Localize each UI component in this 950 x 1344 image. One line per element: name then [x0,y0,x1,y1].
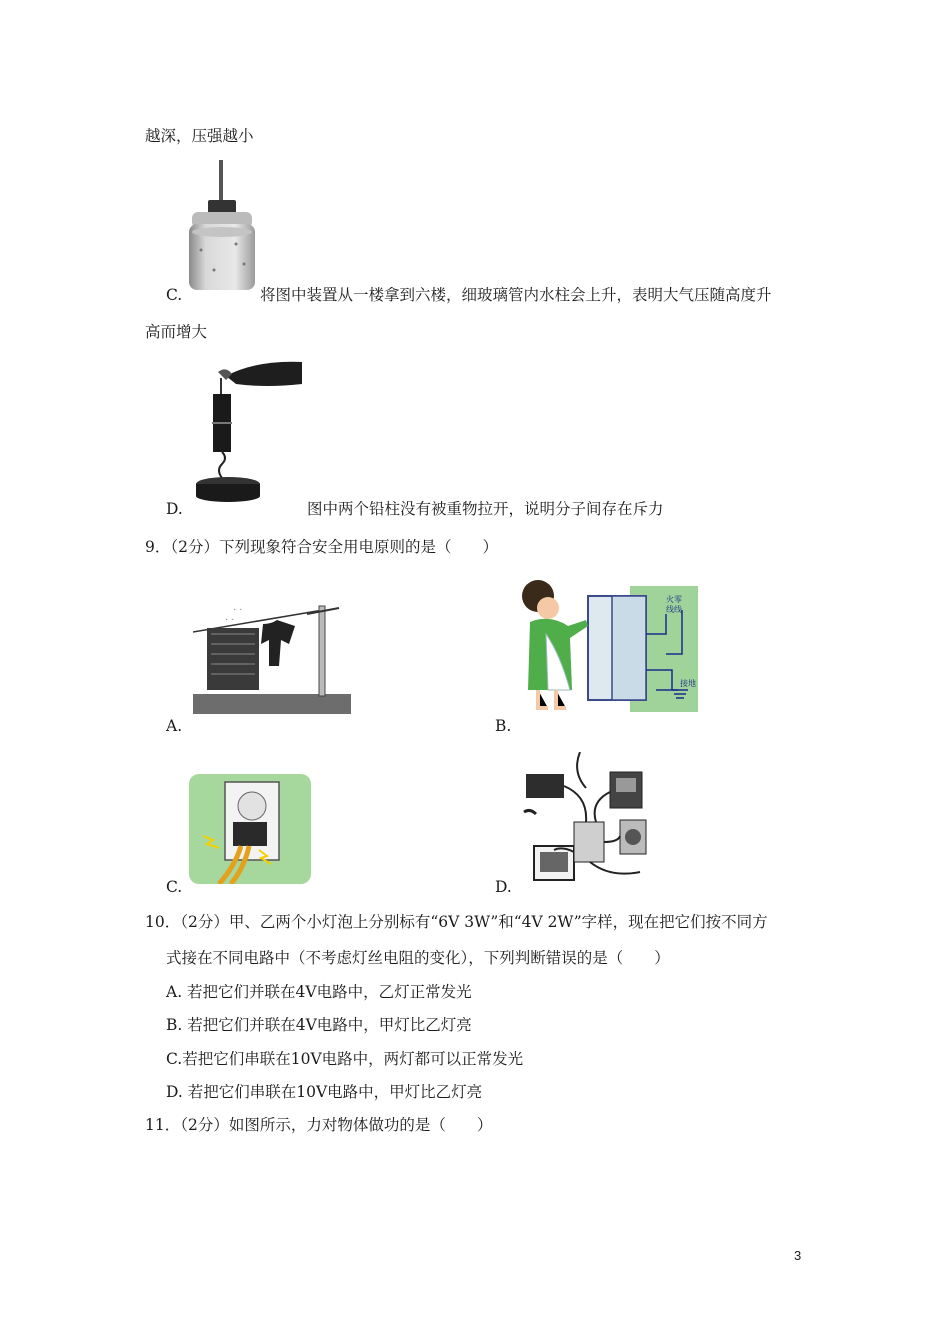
q10-option-c: C.若把它们串联在10V电路中，两灯都可以正常发光 [166,1050,524,1068]
q9-b-fig-label-1: 火零 [666,595,682,604]
q9-option-b-label: B. [495,717,512,735]
q8-d-lead-cylinders-figure [196,358,304,502]
q8-option-c-text-continued: 高而增大 [145,323,208,341]
q8-option-c-text: 将图中装置从一楼拿到六楼，细玻璃管内水柱会上升，表明大气压随高度升 [260,286,772,304]
page-number: 3 [794,1248,802,1263]
q10-stem: 10．（2分）甲、乙两个小灯泡上分别标有“6V 3W”和“4V 2W”字样，现在把它们按不同方 [145,913,768,931]
q9-b-fig-label-3: 接地 [680,679,696,688]
q10-stem-continued: 式接在不同电路中（不考虑灯丝电阻的变化），下列判断错误的是（ ） [166,949,670,967]
q10-option-d: D. 若把它们串联在10V电路中，甲灯比乙灯亮 [166,1083,483,1101]
q8-option-b-continuation: 越深，压强越小 [145,127,254,145]
q8-option-c-label: C. [166,286,183,304]
q9-option-a-label: A. [166,717,183,735]
q9-d-overloaded-outlet-figure [520,752,660,884]
q11-stem: 11．（2分）如图所示，力对物体做功的是（ ） [145,1116,493,1134]
q9-stem: 9．（2分）下列现象符合安全用电原则的是（ ） [145,538,498,556]
q9-option-d-label: D. [495,878,512,896]
q9-c-plug-socket-figure [189,774,311,884]
q8-option-d-label: D. [166,500,183,518]
q9-option-c-label: C. [166,878,183,896]
q8-option-d-text: 图中两个铅柱没有被重物拉开，说明分子间存在斥力 [307,500,664,518]
svg-text:· ·: · · [233,604,243,615]
q9-b-woman-appliance-figure [516,574,700,714]
svg-text:· ·: · · [225,614,235,625]
q9-b-fig-label-2: 线线 [666,605,682,614]
q10-option-b: B. 若把它们并联在4V电路中，甲灯比乙灯亮 [166,1016,472,1034]
q10-option-a: A. 若把它们并联在4V电路中，乙灯正常发光 [166,983,472,1001]
q8-c-bottle-figure [186,160,258,295]
q9-a-clothes-on-wire-figure [193,598,351,716]
